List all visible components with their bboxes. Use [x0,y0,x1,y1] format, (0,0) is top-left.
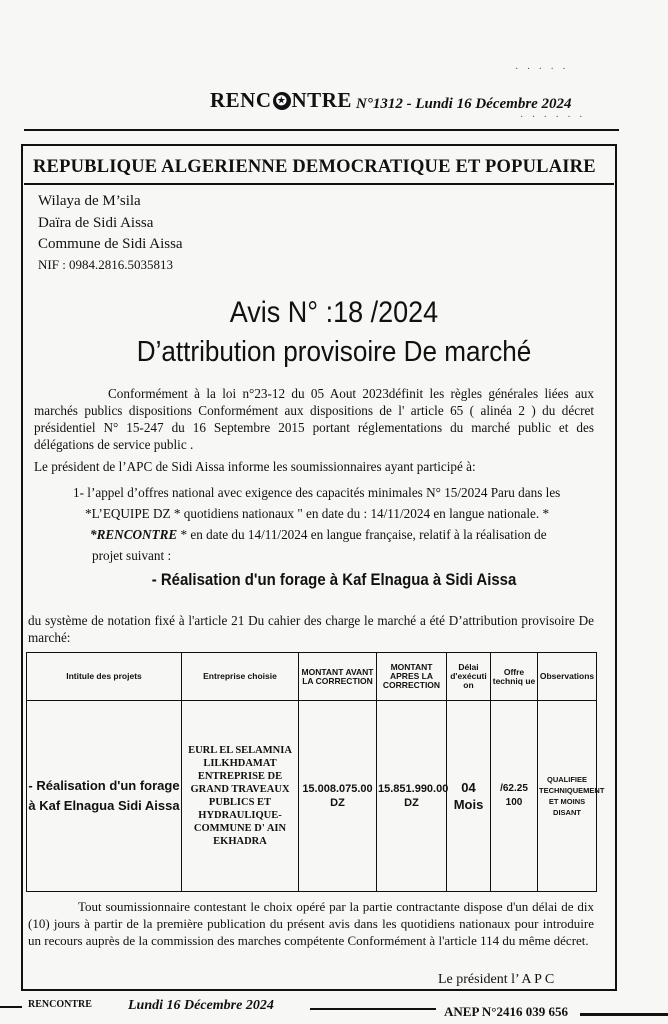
print-speckle: · · · · · · [520,112,586,123]
footer-brand: RENCONTRE [28,999,92,1010]
cell-observations: QUALIFIEE TECHNIQUEMENT ET MOINS DISANT [538,701,597,892]
table-header-row [27,653,597,701]
signature-line: Le président l’ A P C [438,972,555,987]
tender-line-1: 1- l’appel d’offres national avec exigence des capacités minimales N° 15/2024 Paru dans les [73,485,561,500]
daira-line: Daïra de Sidi Aissa [38,215,154,231]
legal-basis-paragraph: Conformément à la loi n°23-12 du 05 Aout 2023définit les règles générales liées aux marchés publics dispositions Conformément aux dispositions de l' article 65 ( alinéa 2 ) du décret présidentiel N° 15-247 du 16 Septembre 2015 portant réglementations du marché public et des délégations de service public . [34,386,594,452]
brand-text-b: NTRE [291,88,352,112]
cell-amount-before [299,701,377,892]
nif-line: NIF : 0984.2816.5035813 [38,257,174,272]
tender-line-3 [90,527,547,543]
cell-amount-after [377,701,447,892]
tech-score: /62.25 [500,783,528,794]
table-row [27,701,597,892]
header-divider [24,129,619,131]
footer-divider [580,1013,668,1016]
commune-line: Commune de Sidi Aissa [38,236,183,252]
footer-date: Lundi 16 Décembre 2024 [128,998,274,1013]
header-project: Intitule des projets [27,653,182,701]
issue-line: N°1312 - Lundi 16 Décembre 2024 [356,96,572,112]
star-logo-icon: ✪ [273,92,291,110]
header-amount-after: MONTANT APRES LA CORRECTION [377,653,447,701]
delay-value: 04 [461,780,476,795]
tender-line-4: projet suivant : [92,548,172,563]
president-statement: Le président de l’APC de Sidi Aissa informe les soumissionnaires ayant participé à: [34,459,476,474]
newspaper-brand [210,88,352,113]
tender-line-3-text: * en date du 14/11/2024 en langue française, relatif à la réalisation de [180,527,547,542]
amount-after-unit: DZ [404,797,419,809]
amount-after-value: 15.851.990.00 [378,783,449,795]
wilaya-line: Wilaya de M’sila [38,193,141,209]
tender-line-2: *L’EQUIPE DZ * quotidiens nationaux " en date du : 14/11/2024 en langue nationale. * [85,506,550,521]
header-tech-offer: Offre techniq ue [491,653,538,701]
header-observations: Observations [538,653,597,701]
header-enterprise: Entreprise choisie [182,653,299,701]
header-amount-before: MONTANT AVANT LA CORRECTION [299,653,377,701]
amount-before-value: 15.008.075.00 [302,783,373,795]
amount-before-unit: DZ [330,797,345,809]
heading-divider [24,183,614,185]
cell-tech-offer [491,701,538,892]
delay-unit: Mois [453,797,484,812]
avis-number: Avis N° :18 /2024 [229,296,439,329]
tech-max: 100 [505,797,523,808]
cell-project: - Réalisation d'un forage à Kaf Elnagua Sidi Aissa [27,701,182,892]
project-title: - Réalisation d'un forage à Kaf Elnagua à Sidi Aissa [151,570,517,589]
republic-heading: REPUBLIQUE ALGERIENNE DEMOCRATIQUE ET POPULAIRE [33,157,596,177]
cell-enterprise: EURL EL SELAMNIA LILKHDAMAT ENTREPRISE DE GRAND TRAVEAUX PUBLICS ET HYDRAULIQUE- COMMUNE D' AIN EKHADRA [182,701,299,892]
avis-title: D’attribution provisoire De marché [136,336,532,368]
brand-text-a: RENC [210,88,272,112]
rencontre-mention: *RENCONTRE [90,527,178,542]
award-table [26,652,605,892]
appeal-paragraph: Tout soumissionnaire contestant le choix opéré par la partie contractante dispose d'un délai de dix (10) jours à partir de la première publication du présent avis dans les quotidiens nationaux pour introduire un recours auprès de la commission des marches compétente Conformément à l'article 114 du même décret. [28,899,594,948]
footer-divider [310,1008,436,1010]
award-statement: du système de notation fixé à l'article 21 Du cahier des charge le marché a été D’attribution provisoire De marché: [28,613,594,645]
header-delay: Délai d'exécuti on [447,653,491,701]
footer-divider [0,1006,22,1008]
print-speckle: · · · · · [515,64,569,75]
anep-reference: ANEP N°2416 039 656 [444,1004,569,1019]
cell-delay [447,701,491,892]
